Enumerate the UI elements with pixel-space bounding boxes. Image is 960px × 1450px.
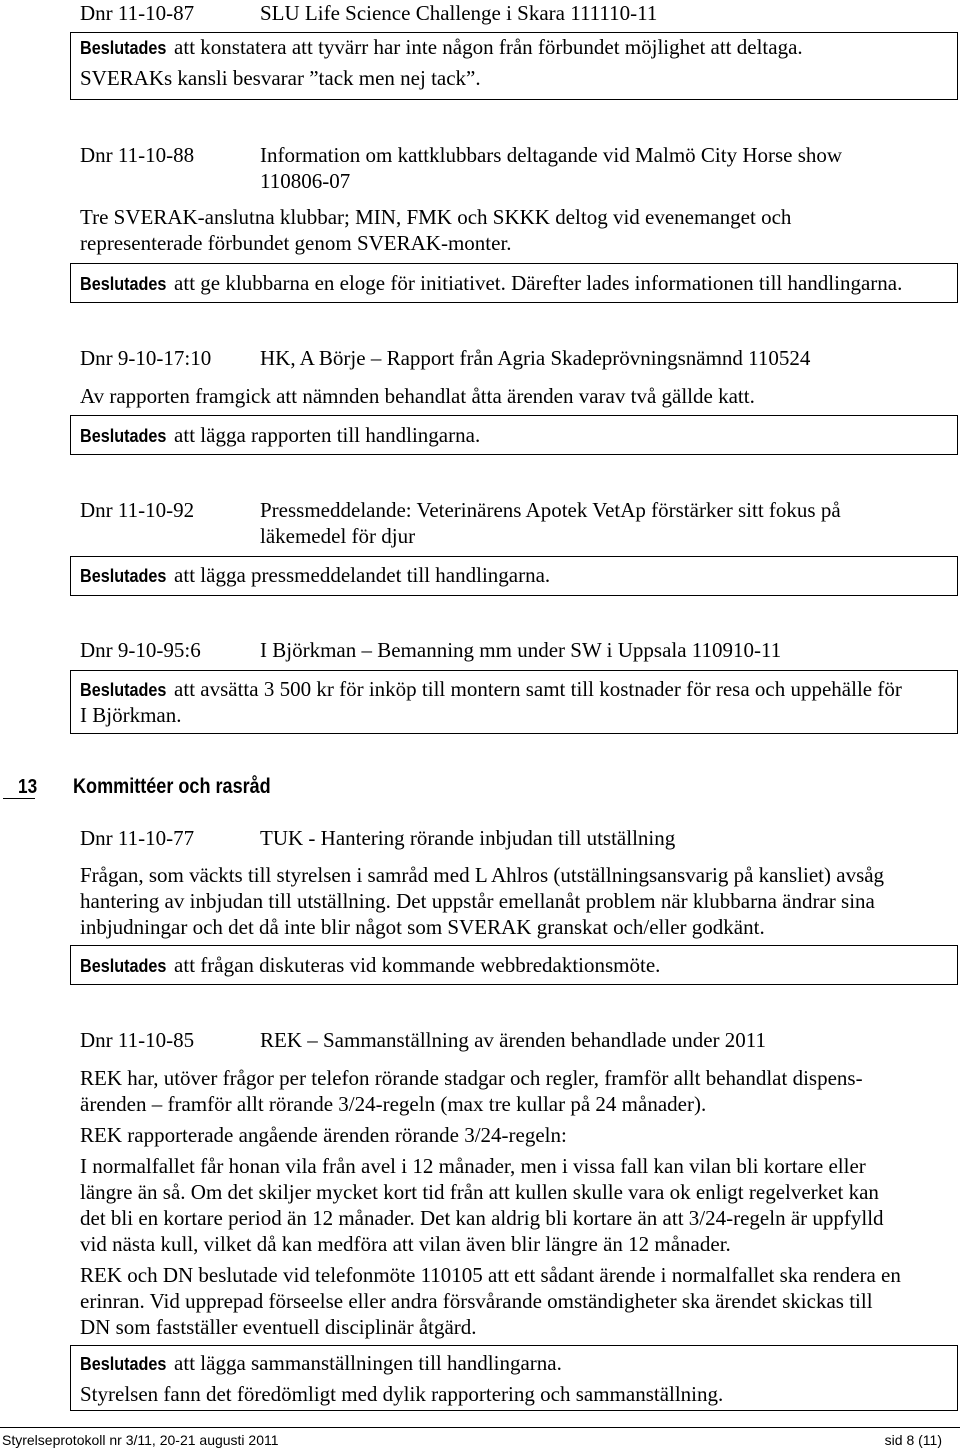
case-body bbox=[80, 1065, 901, 1340]
decision-line bbox=[80, 422, 957, 448]
decision-text: att ge klubbarna en eloge för initiativet. Därefter lades informationen till handlingarna. bbox=[174, 271, 903, 295]
body-line: inbjudningar och det då inte blir något som SVERAK granskat och/eller godkänt. bbox=[80, 915, 765, 939]
case-body bbox=[80, 862, 884, 940]
case-title bbox=[260, 1027, 766, 1053]
decision-text: att lägga sammanställningen till handlingarna. bbox=[174, 1351, 562, 1375]
decision-text: att lägga pressmeddelandet till handlingarna. bbox=[174, 563, 551, 587]
decision-keyword: Beslutades bbox=[80, 274, 167, 294]
body-line: det bli en kortare period än 12 månader. Det kan aldrig bli kortare än att 3/24-regeln är uppfylld bbox=[80, 1206, 884, 1230]
body-paragraph bbox=[80, 1065, 901, 1117]
case-title-line: HK, A Börje – Rapport från Agria Skadeprövningsnämnd 110524 bbox=[260, 346, 811, 370]
body-line: I normalfallet får honan vila från avel i 12 månader, men i vissa fall kan vilan bli kortare eller bbox=[80, 1154, 866, 1178]
body-line: Frågan, som väckts till styrelsen i samråd med L Ahlros (utställningsansvarig på kansliet) avsåg bbox=[80, 863, 885, 887]
case-title-line: REK – Sammanställning av ärenden behandlade under 2011 bbox=[260, 1028, 766, 1052]
decision-box bbox=[70, 1345, 958, 1411]
footer-page-number: sid 8 (11) bbox=[884, 1432, 942, 1448]
body-line: REK har, utöver frågor per telefon rörande stadgar och regler, framför allt behandlat dispens- bbox=[80, 1066, 863, 1090]
decision-note: SVERAKs kansli besvarar ”tack men nej tack”. bbox=[80, 66, 481, 90]
decision-keyword: Beslutades bbox=[80, 426, 167, 446]
decision-box bbox=[70, 556, 958, 596]
case-number: Dnr 9-10-95:6 bbox=[80, 638, 201, 662]
case-title-line: Pressmeddelande: Veterinärens Apotek VetAp förstärker sitt fokus på bbox=[260, 498, 841, 522]
case-title-line: I Björkman – Bemanning mm under SW i Uppsala 110910-11 bbox=[260, 638, 782, 662]
case-number: Dnr 11-10-88 bbox=[80, 143, 195, 167]
decision-box bbox=[70, 32, 958, 100]
decision-text: att avsätta 3 500 kr för inköp till montern samt till kostnader för resa och uppehälle för bbox=[174, 677, 902, 701]
case-title-line: Information om kattklubbars deltagande vid Malmö City Horse show bbox=[260, 143, 843, 167]
case-title bbox=[260, 345, 810, 371]
body-line: Av rapporten framgick att nämnden behandlat åtta ärenden varav två gällde katt. bbox=[80, 384, 755, 408]
body-line: DN som fastställer eventuell disciplinär åtgärd. bbox=[80, 1315, 477, 1339]
case-title-line: SLU Life Science Challenge i Skara 111110-11 bbox=[260, 1, 658, 25]
decision-keyword: Beslutades bbox=[80, 956, 167, 976]
decision-text: att lägga rapporten till handlingarna. bbox=[174, 423, 481, 447]
body-paragraph bbox=[80, 1122, 901, 1148]
decision-note: Styrelsen fann det föredömligt med dylik rapportering och sammanställning. bbox=[80, 1382, 724, 1406]
section-number: 13 bbox=[18, 776, 38, 798]
case-number: Dnr 11-10-92 bbox=[80, 498, 195, 522]
case-number: Dnr 11-10-85 bbox=[80, 1028, 195, 1052]
decision-text: att konstatera att tyvärr har inte någon från förbundet möjlighet att deltaga. bbox=[174, 35, 803, 59]
section-title: Kommittéer och rasråd bbox=[73, 775, 271, 798]
case-number: Dnr 9-10-17:10 bbox=[80, 346, 212, 370]
decision-line bbox=[80, 1350, 957, 1376]
decision-keyword: Beslutades bbox=[80, 1354, 167, 1374]
decision-text: att frågan diskuteras vid kommande webbredaktionsmöte. bbox=[174, 953, 661, 977]
body-line: ärenden – framför allt rörande 3/24-regeln (max tre kullar på 24 månader). bbox=[80, 1092, 707, 1116]
decision-line bbox=[80, 562, 957, 588]
body-line: längre än så. Om det skiljer mycket kort tid från att kullen skulle vara ok enligt regelverket kan bbox=[80, 1180, 879, 1204]
body-line: REK och DN beslutade vid telefonmöte 110105 att ett sådant ärende i normalfallet ska rendera en bbox=[80, 1263, 901, 1287]
body-paragraph bbox=[80, 862, 884, 940]
body-paragraph bbox=[80, 204, 791, 256]
case-title bbox=[260, 142, 842, 194]
case-title-line: 110806-07 bbox=[260, 169, 351, 193]
decision-box bbox=[70, 415, 958, 455]
decision-box bbox=[70, 945, 958, 985]
case-title bbox=[260, 497, 841, 549]
body-paragraph bbox=[80, 1262, 901, 1340]
case-title bbox=[260, 0, 657, 26]
decision-line bbox=[80, 270, 957, 296]
decision-line bbox=[80, 952, 957, 978]
body-paragraph bbox=[80, 1153, 901, 1257]
body-line: REK rapporterade angående ärenden rörande 3/24-regeln: bbox=[80, 1123, 567, 1147]
case-title bbox=[260, 637, 781, 663]
case-title bbox=[260, 825, 675, 851]
case-number: Dnr 11-10-77 bbox=[80, 826, 195, 850]
decision-box bbox=[70, 263, 958, 303]
body-line: erinran. Vid upprepad förseelse eller andra försvårande omständigheter ska ärendet skickas till bbox=[80, 1289, 873, 1313]
body-line: vid nästa kull, vilket då kan medföra att vilan även blir längre än 12 månader. bbox=[80, 1232, 731, 1256]
case-number: Dnr 11-10-87 bbox=[80, 1, 195, 25]
decision-line bbox=[80, 34, 957, 60]
body-line: representerade förbundet genom SVERAK-monter. bbox=[80, 231, 512, 255]
case-title-line: läkemedel för djur bbox=[260, 524, 416, 548]
decision-keyword: Beslutades bbox=[80, 566, 167, 586]
section-number-underline bbox=[3, 774, 38, 799]
decision-line: I Björkman. bbox=[80, 703, 182, 727]
body-line: Tre SVERAK-anslutna klubbar; MIN, FMK och SKKK deltog vid evenemanget och bbox=[80, 205, 792, 229]
case-body bbox=[80, 383, 755, 409]
body-paragraph bbox=[80, 383, 755, 409]
case-body bbox=[80, 204, 791, 256]
footer-document-title: Styrelseprotokoll nr 3/11, 20-21 augusti 2011 bbox=[2, 1432, 279, 1448]
decision-line bbox=[80, 676, 957, 702]
case-title-line: TUK - Hantering rörande inbjudan till utställning bbox=[260, 826, 676, 850]
decision-box bbox=[70, 670, 958, 734]
page-footer bbox=[0, 1427, 960, 1450]
body-line: hantering av inbjudan till utställning. Det uppstår emellanåt problem när klubbarna ändrar sina bbox=[80, 889, 875, 913]
decision-keyword: Beslutades bbox=[80, 680, 167, 700]
decision-keyword: Beslutades bbox=[80, 38, 167, 58]
